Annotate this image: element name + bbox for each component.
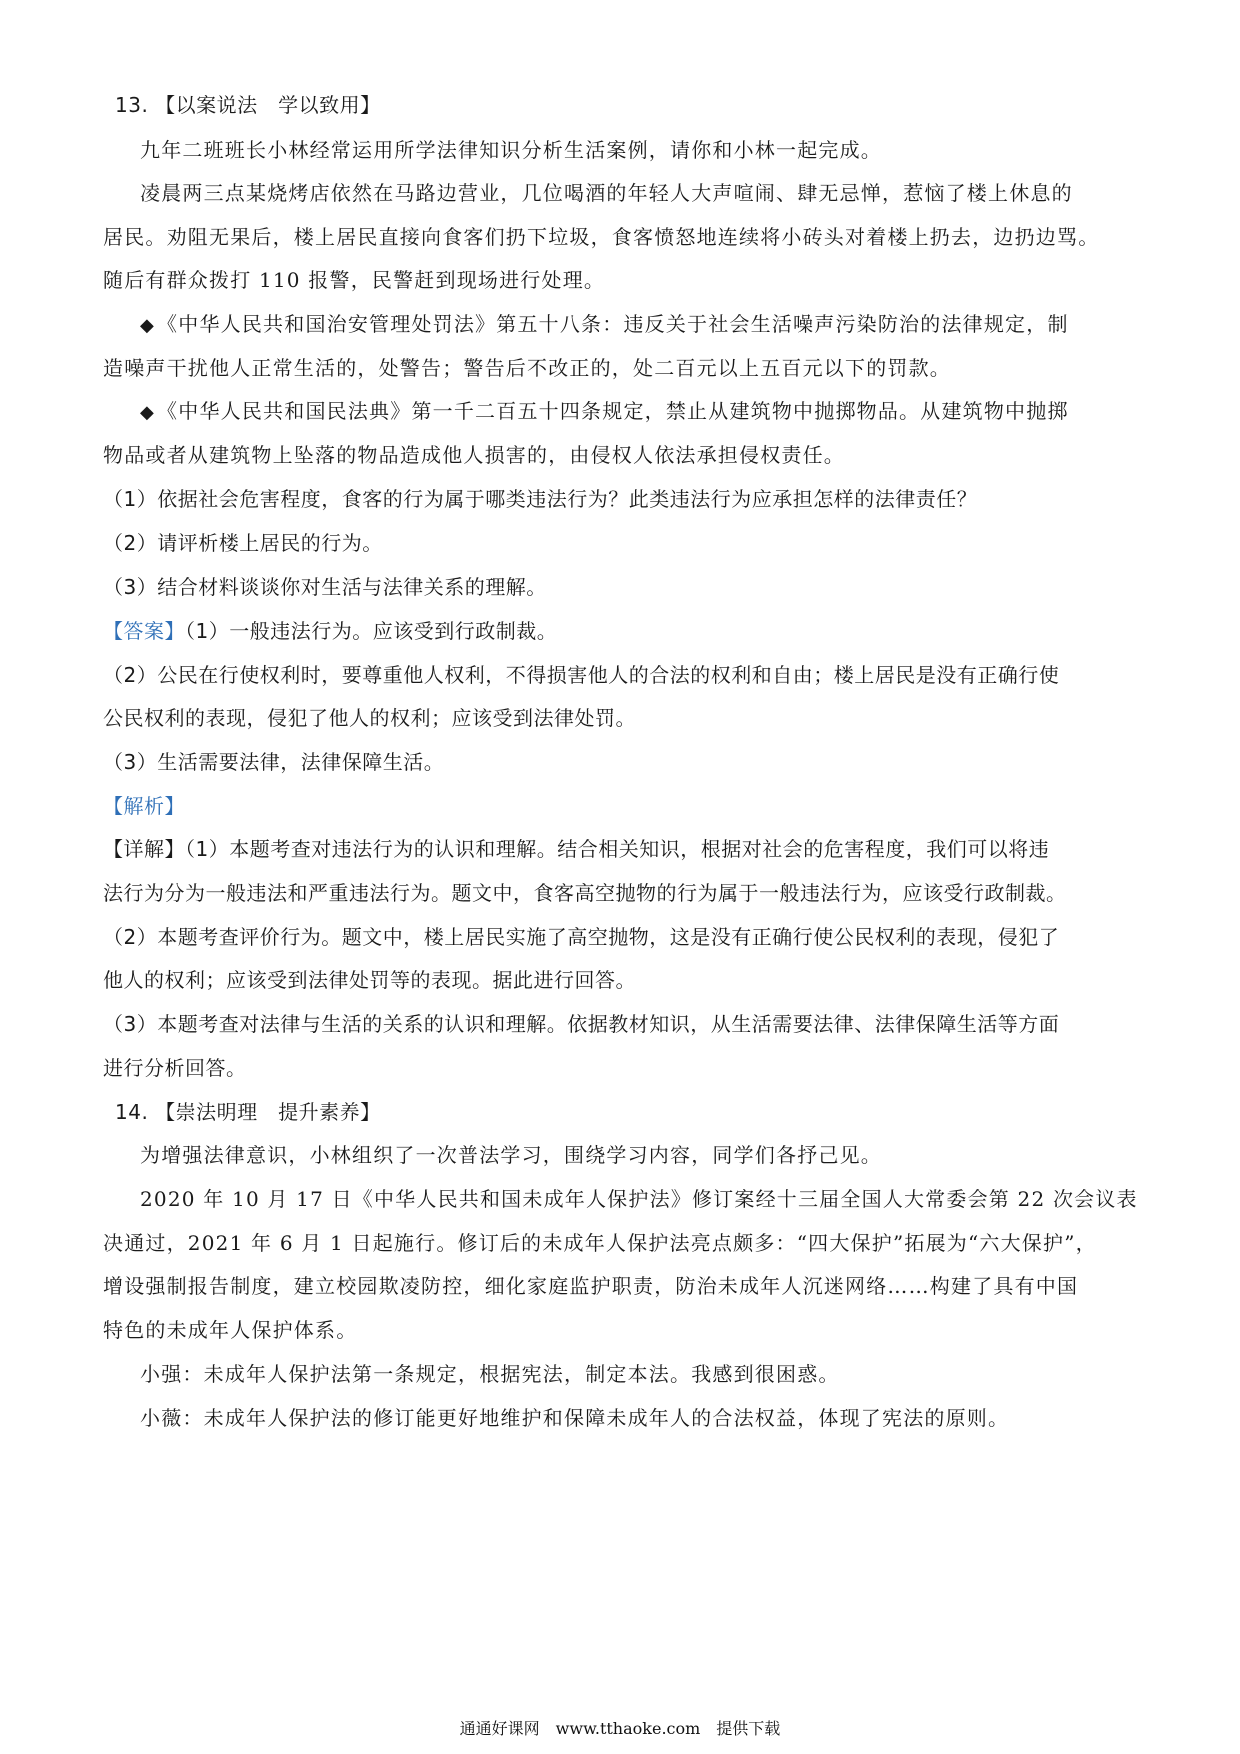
q14-xiaowei: 小薇：未成年人保护法的修订能更好地维护和保障未成年人的合法权益，体现了宪法的原则。 (140, 1406, 1010, 1430)
q14-title: 【崇法明理 提升素养】 (155, 1100, 381, 1124)
answer-label: 【答案】 (103, 619, 185, 643)
answer-line: （1）一般违法行为。应该受到行政制裁。 (185, 619, 558, 643)
q13-law1 (140, 309, 1069, 341)
detail-line: （1）本题考查对违法行为的认识和理解。结合相关知识，根据对社会的危害程度，我们可以将违 (185, 837, 1050, 861)
q13-law2 (140, 396, 1069, 428)
q13-intro: 九年二班班长小林经常运用所学法律知识分析生活案例，请你和小林一起完成。 (140, 138, 882, 162)
q13-law2-line: 《中华人民共和国民法典》第一千二百五十四条规定，禁止从建筑物中抛掷物品。从建筑物中抛掷 (157, 399, 1069, 423)
diamond-bullet-icon: ◆ (140, 315, 156, 336)
detail-line: 法行为分为一般违法和严重违法行为。题文中，食客高空抛物的行为属于一般违法行为，应该受行政制裁。 (103, 881, 1067, 905)
detail-line: （3）本题考查对法律与生活的关系的认识和理解。依据教材知识，从生活需要法律、法律保障生活等方面 (103, 1012, 1060, 1036)
q13-case-line: 居民。劝阻无果后，楼上居民直接向食客们扔下垃圾，食客愤怒地连续将小砖头对着楼上扔去，边扔边骂。 (103, 225, 1100, 249)
q13-heading (115, 90, 381, 120)
analysis-label: 【解析】 (103, 794, 185, 818)
q14-material-line: 决通过，2021 年 6 月 1 日起施行。修订后的未成年人保护法亮点颇多：“四大保护”拓展为“六大保护”， (103, 1231, 1097, 1255)
detail-line: （2）本题考查评价行为。题文中，楼上居民实施了高空抛物，这是没有正确行使公民权利的表现，侵犯了 (103, 925, 1060, 949)
q13-question: （2）请评析楼上居民的行为。 (103, 531, 383, 555)
page-footer: 通通好课网 www.tthaoke.com 提供下载 (459, 1719, 781, 1738)
detail-line: 进行分析回答。 (103, 1056, 247, 1080)
q13-case-line: 凌晨两三点某烧烤店依然在马路边营业，几位喝酒的年轻人大声喧闹、肆无忌惮，惹恼了楼上休息的 (140, 181, 1073, 205)
answer-line: （2）公民在行使权利时，要尊重他人权利，不得损害他人的合法的权利和自由；楼上居民是没有正确行使 (103, 663, 1060, 687)
answer-line: （3）生活需要法律，法律保障生活。 (103, 750, 445, 774)
q14-heading (115, 1097, 381, 1127)
q14-intro: 为增强法律意识，小林组织了一次普法学习，围绕学习内容，同学们各抒己见。 (140, 1143, 882, 1167)
diamond-bullet-icon: ◆ (140, 402, 156, 423)
detail (103, 834, 1049, 864)
detail-line: 他人的权利；应该受到法律处罚等的表现。据此进行回答。 (103, 968, 636, 992)
q13-answer (103, 616, 557, 646)
q13-law2-line: 物品或者从建筑物上坠落的物品造成他人损害的，由侵权人依法承担侵权责任。 (103, 443, 845, 467)
q14-material-line: 增设强制报告制度，建立校园欺凌防控，细化家庭监护职责，防治未成年人沉迷网络……构建了具有中国 (103, 1274, 1079, 1298)
q13-case-line: 随后有群众拨打 110 报警，民警赶到现场进行处理。 (103, 268, 606, 292)
q14-material-line: 特色的未成年人保护体系。 (103, 1318, 358, 1342)
detail-label: 【详解】 (103, 837, 185, 861)
q13-law1-line: 造噪声干扰他人正常生活的，处警告；警告后不改正的，处二百元以上五百元以下的罚款。 (103, 356, 951, 380)
q14-material-line: 2020 年 10 月 17 日《中华人民共和国未成年人保护法》修订案经十三届全国人大常委会第 22 次会议表 (140, 1187, 1138, 1211)
q13-number: 13. (115, 93, 149, 117)
q13-title: 【以案说法 学以致用】 (155, 93, 381, 117)
q13-question: （3）结合材料谈谈你对生活与法律关系的理解。 (103, 575, 547, 599)
q13-question: （1）依据社会危害程度，食客的行为属于哪类违法行为？此类违法行为应承担怎样的法律责任？ (103, 487, 978, 511)
q13-law1-line: 《中华人民共和国治安管理处罚法》第五十八条：违反关于社会生活噪声污染防治的法律规定，制 (157, 312, 1069, 336)
q14-number: 14. (115, 1100, 149, 1124)
answer-line: 公民权利的表现，侵犯了他人的权利；应该受到法律处罚。 (103, 706, 636, 730)
q14-xiaoqiang: 小强：未成年人保护法第一条规定，根据宪法，制定本法。我感到很困惑。 (140, 1362, 840, 1386)
